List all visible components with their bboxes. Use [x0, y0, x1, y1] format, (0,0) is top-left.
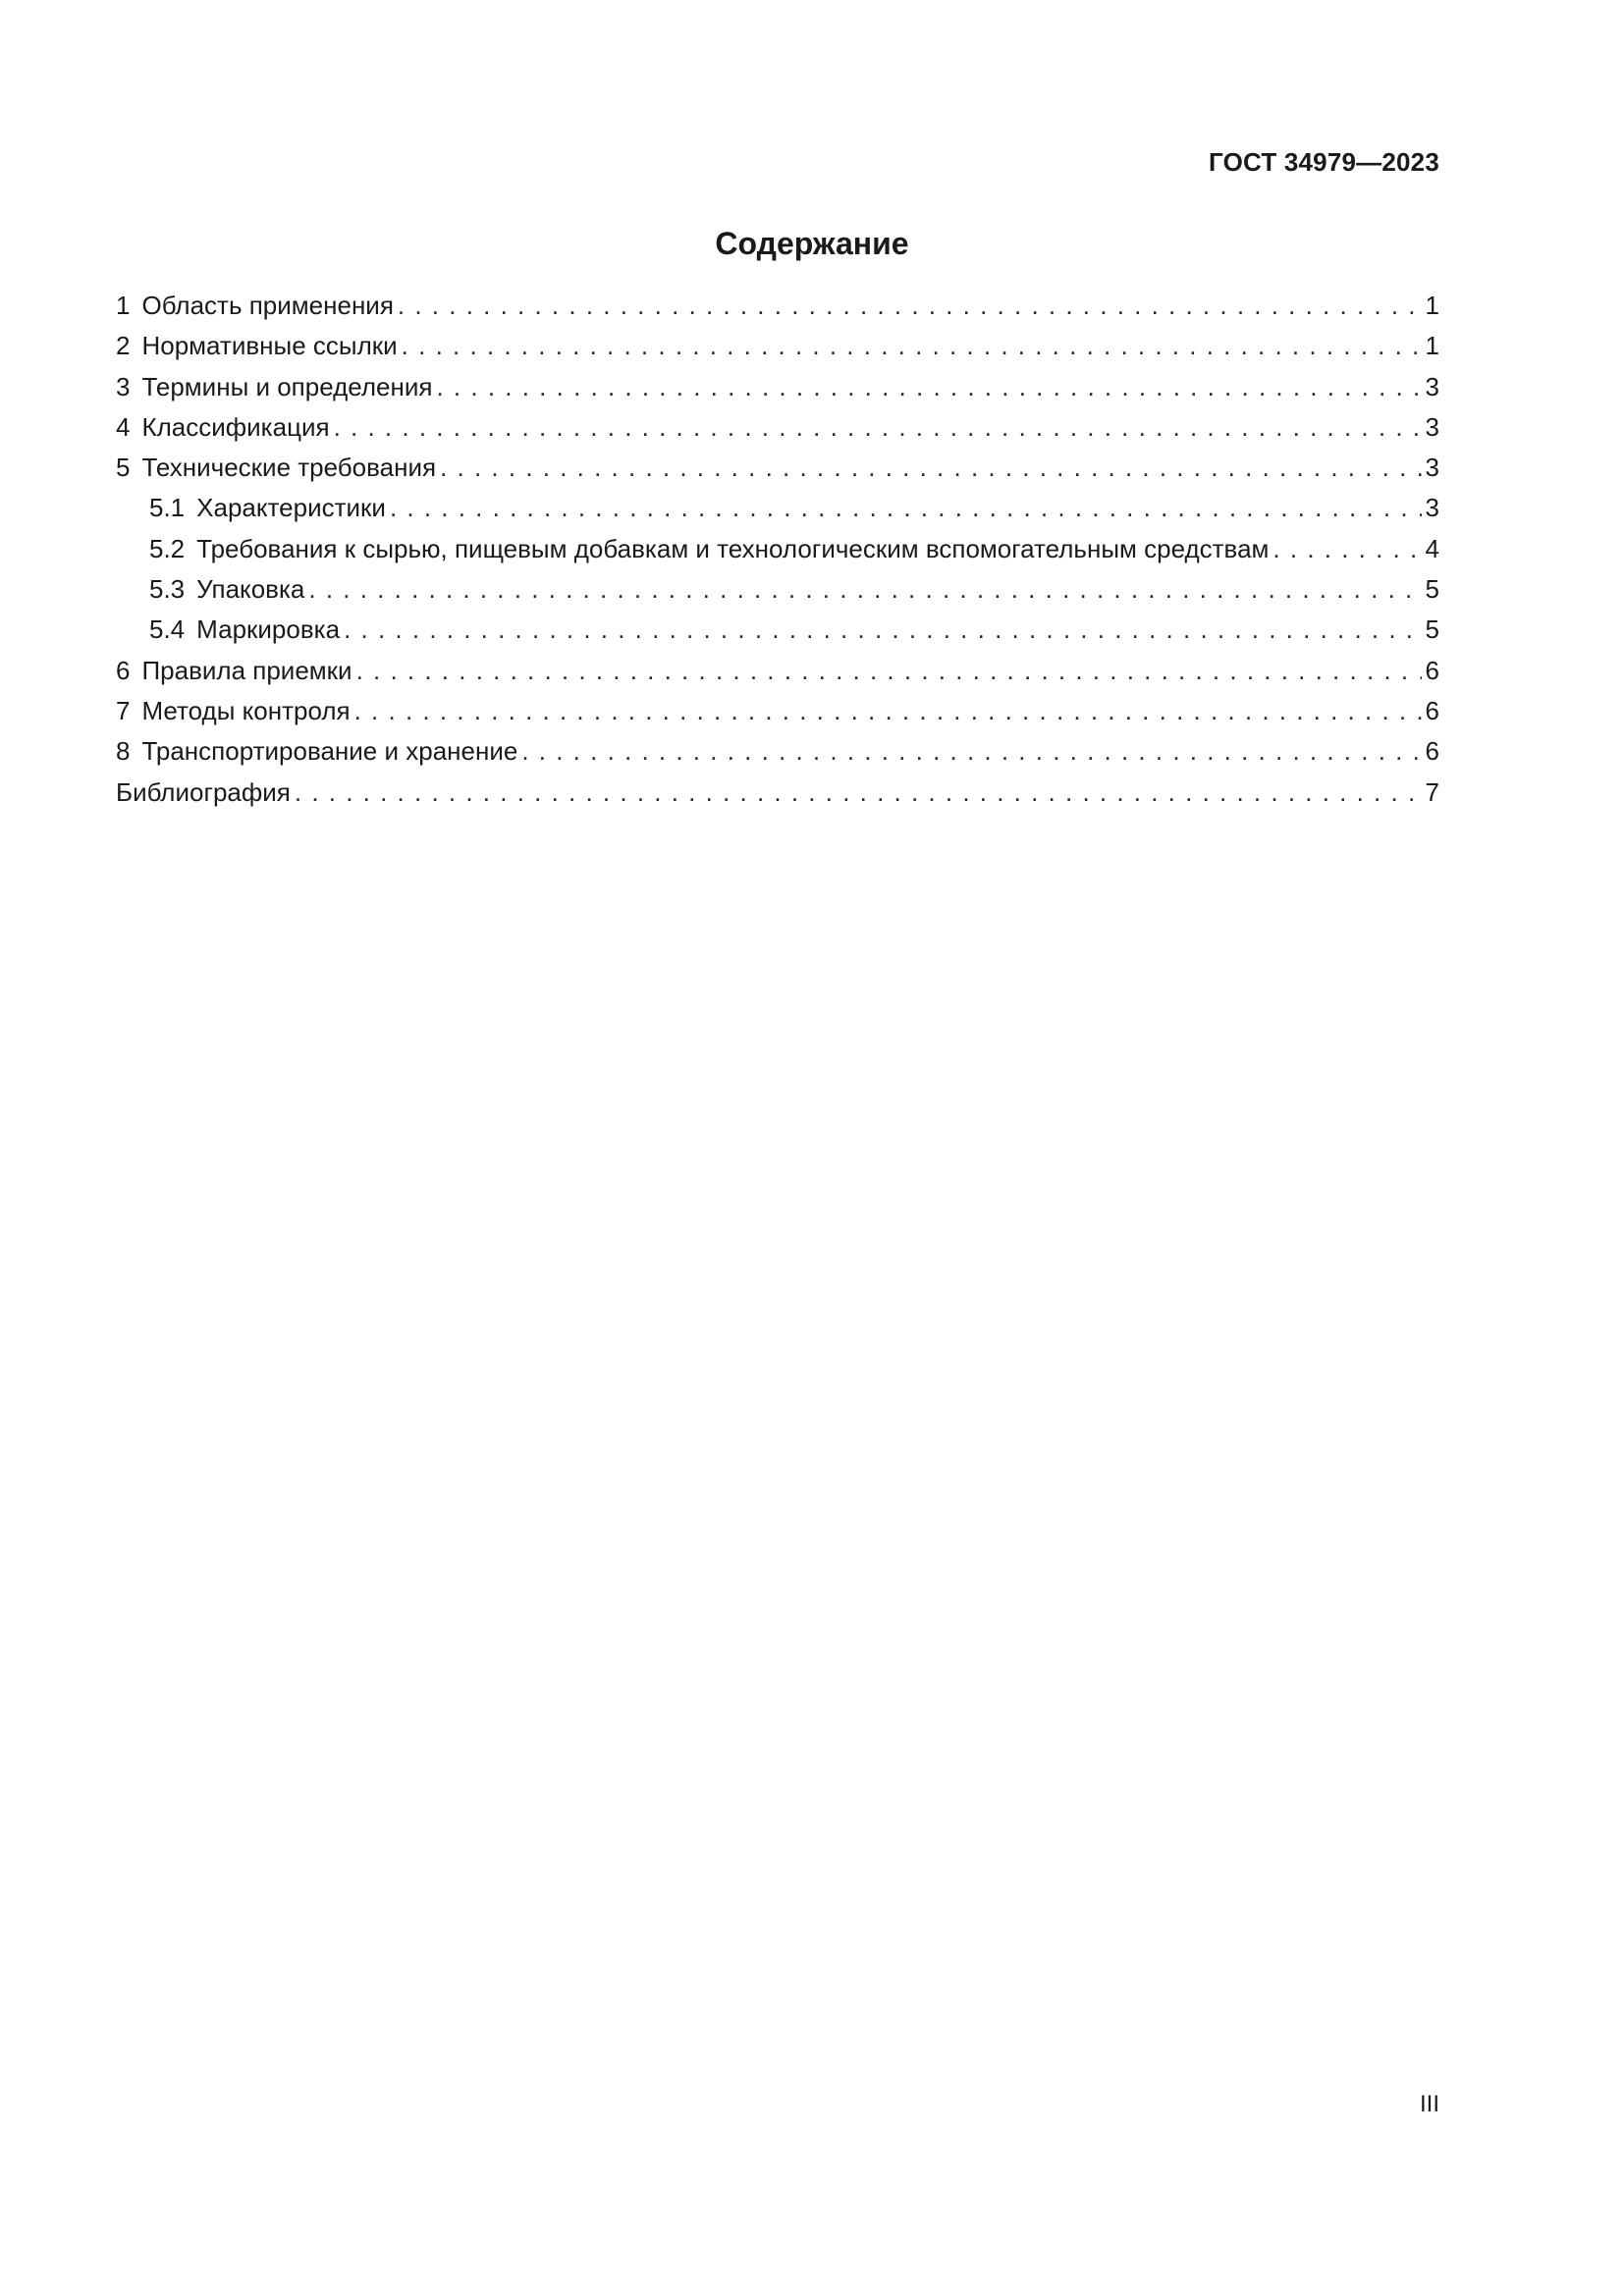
toc-entry-4[interactable]: [116, 407, 1439, 448]
toc-entry-number: 8: [116, 736, 131, 767]
toc-title: Содержание: [715, 226, 909, 261]
toc-entry-label: Требования к сырью, пищевым добавкам и технологическим вспомогательным средствам: [196, 533, 1270, 563]
toc-dot-leader: [398, 286, 1422, 326]
toc-entry-1[interactable]: [116, 286, 1439, 326]
toc-entry-5-1[interactable]: [116, 488, 1439, 528]
toc-entry-number: 3: [116, 371, 131, 401]
toc-dot-leader: [436, 367, 1421, 407]
toc-entry-number: 5.2: [149, 533, 186, 563]
toc-entry-page: 4: [1425, 533, 1439, 563]
toc-entry-label: Область применения: [141, 291, 394, 320]
toc-entry-8[interactable]: [116, 731, 1439, 772]
toc-dot-leader: [354, 691, 1422, 731]
toc-dot-leader: [308, 569, 1421, 610]
toc-entry-page: 1: [1425, 331, 1439, 361]
toc-dot-leader: [356, 651, 1422, 691]
toc-entry-label: Транспортирование и хранение: [141, 736, 518, 767]
toc-dot-leader: [390, 488, 1422, 528]
toc-entry-page: 6: [1425, 736, 1439, 767]
toc-entry-number: 5.1: [149, 493, 186, 523]
toc-entry-page: 5: [1425, 614, 1439, 645]
toc-entry-label: Упаковка: [196, 574, 305, 605]
toc-dot-leader: [334, 407, 1422, 448]
toc-entry-number: 2: [116, 331, 131, 361]
toc-entry-label: Классификация: [141, 411, 330, 442]
toc-entry-number: 4: [116, 411, 131, 442]
toc-entry-page: 5: [1425, 574, 1439, 605]
toc-entry-label: Технические требования: [141, 453, 437, 483]
toc-entry-label: Методы контроля: [141, 695, 351, 725]
page-number: III: [1419, 2091, 1439, 2117]
toc-entry-page: 6: [1425, 655, 1439, 685]
toc-entry-label: Маркировка: [196, 614, 341, 645]
toc-dot-leader: [295, 773, 1422, 813]
toc-entry-3[interactable]: [116, 367, 1439, 407]
toc-entry-number: 6: [116, 655, 131, 685]
toc-entry-label: Правила приемки: [141, 655, 352, 685]
toc-entry-5-4[interactable]: [116, 610, 1439, 650]
toc-entry-2[interactable]: [116, 326, 1439, 366]
toc-dot-leader: [1272, 529, 1421, 569]
toc-entry-page: 3: [1425, 493, 1439, 523]
toc-dot-leader: [402, 326, 1422, 366]
table-of-contents: [116, 286, 1439, 813]
toc-entry-number: 5.4: [149, 614, 186, 645]
toc-dot-leader: [440, 448, 1421, 488]
toc-entry-5[interactable]: [116, 448, 1439, 488]
toc-entry-5-2[interactable]: [116, 529, 1439, 569]
toc-entry-page: 6: [1425, 695, 1439, 725]
toc-dot-leader: [344, 610, 1421, 650]
toc-entry-number: 7: [116, 695, 131, 725]
document-code: ГОСТ 34979—2023: [1209, 147, 1439, 177]
toc-entry-number: 5: [116, 453, 131, 483]
toc-entry-6[interactable]: [116, 651, 1439, 691]
toc-dot-leader: [521, 731, 1421, 772]
toc-entry-page: 1: [1425, 291, 1439, 320]
toc-entry-page: 3: [1425, 411, 1439, 442]
toc-entry-5-3[interactable]: [116, 569, 1439, 610]
toc-entry-bibliography[interactable]: [116, 773, 1439, 813]
toc-entry-label: Нормативные ссылки: [141, 331, 398, 361]
toc-entry-page: 3: [1425, 453, 1439, 483]
toc-entry-page: 7: [1425, 776, 1439, 807]
toc-entry-label: Термины и определения: [141, 371, 433, 401]
toc-entry-7[interactable]: [116, 691, 1439, 731]
toc-entry-label: Библиография: [116, 776, 291, 807]
toc-entry-page: 3: [1425, 371, 1439, 401]
toc-entry-label: Характеристики: [196, 493, 386, 523]
toc-entry-number: 1: [116, 291, 131, 320]
toc-entry-number: 5.3: [149, 574, 186, 605]
